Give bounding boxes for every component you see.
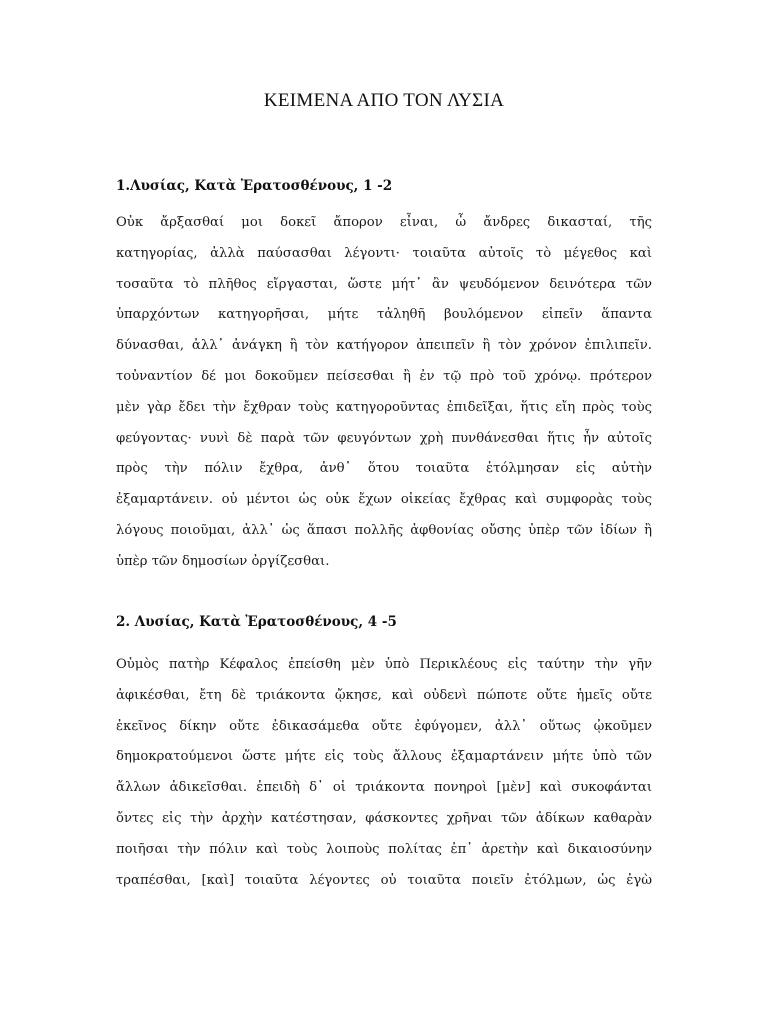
text-line: Οὑμὸς πατὴρ Κέφαλος ἐπείσθη μὲν ὑπὸ Περικλέους εἰς ταύτην τὴν γῆν <box>116 657 652 672</box>
text-line: τοσαῦτα τὸ πλῆθος εἴργασται, ὥστε μήτ᾽ ἂν ψευδόμενον δεινότερα τῶν <box>116 276 652 292</box>
text-line: κατηγορίας, ἀλλὰ παύσασθαι λέγοντι· τοιαῦτα αὐτοῖς τὸ μέγεθος καὶ <box>116 245 652 261</box>
text-line: μὲν γὰρ ἔδει τὴν ἔχθραν τοὺς κατηγοροῦντας ἐπιδεῖξαι, ἥτις εἴη πρὸς τοὺς <box>116 399 652 415</box>
text-line: ὑπαρχόντων κατηγορῆσαι, μήτε τἀληθῆ βουλόμενον εἰπεῖν ἅπαντα <box>116 307 652 323</box>
section-heading-2: 2. Λυσίας, Κατὰ Ἐρατοσθένους, 4 -5 <box>116 614 397 630</box>
text-line: φεύγοντας· νυνὶ δὲ παρὰ τῶν φευγόντων χρὴ πυνθάνεσθαι ἥτις ἦν αὐτοῖς <box>116 430 652 446</box>
section-1-paragraph <box>116 208 652 578</box>
text-line: ἀφικέσθαι, ἔτη δὲ τριάκοντα ᾤκησε, καὶ οὐδενὶ πώποτε οὔτε ἡμεῖς οὔτε <box>116 687 652 703</box>
text-line: δημοκρατούμενοι ὥστε μήτε εἰς τοὺς ἄλλους ἐξαμαρτάνειν μήτε ὑπὸ τῶν <box>116 749 652 765</box>
text-line: ἐκεῖνος δίκην οὔτε ἐδικασάμεθα οὔτε ἐφύγομεν, ἀλλ᾽ οὕτως ᾠκοῦμεν <box>116 718 652 734</box>
text-line: ποιῆσαι τὴν πόλιν καὶ τοὺς λοιποὺς πολίτας ἐπ᾽ ἀρετὴν καὶ δικαιοσύνην <box>116 841 652 857</box>
section-heading-1: 1.Λυσίας, Κατὰ Ἐρατοσθένους, 1 -2 <box>116 178 393 194</box>
text-line: τραπέσθαι, [καὶ] τοιαῦτα λέγοντες οὐ τοιαῦτα ποιεῖν ἐτόλμων, ὡς ἐγὼ <box>116 872 652 888</box>
text-line: δύνασθαι, ἀλλ᾽ ἀνάγκη ἢ τὸν κατήγορον ἀπειπεῖν ἢ τὸν χρόνον ἐπιλιπεῖν. <box>116 338 652 354</box>
text-line: ἄλλων ἀδικεῖσθαι. ἐπειδὴ δ᾽ οἱ τριάκοντα πονηροὶ [μὲν] καὶ συκοφάνται <box>116 780 652 796</box>
text-line: λόγους ποιοῦμαι, ἀλλ᾽ ὡς ἅπασι πολλῆς ἀφθονίας οὔσης ὑπὲρ τῶν ἰδίων ἢ <box>116 522 652 538</box>
text-line: Οὐκ ἄρξασθαί μοι δοκεῖ ἄπορον εἶναι, ὦ ἄνδρες δικασταί, τῆς <box>116 215 652 230</box>
document-title: ΚΕΙΜΕΝΑ ΑΠΟ ΤΟΝ ΛΥΣΙΑ <box>263 90 505 111</box>
text-line: πρὸς τὴν πόλιν ἔχθρα, ἀνθ᾽ ὅτου τοιαῦτα ἐτόλμησαν εἰς αὐτὴν <box>116 461 652 477</box>
text-line: τοὐναντίον δέ μοι δοκοῦμεν πείσεσθαι ἢ ἐν τῷ πρὸ τοῦ χρόνῳ. πρότερον <box>116 368 652 384</box>
text-line: ἐξαμαρτάνειν. οὐ μέντοι ὡς οὐκ ἔχων οἰκείας ἔχθρας καὶ συμφορὰς τοὺς <box>116 492 652 508</box>
text-line: ὄντες εἰς τὴν ἀρχὴν κατέστησαν, φάσκοντες χρῆναι τῶν ἀδίκων καθαρὰν <box>116 810 652 826</box>
section-2-paragraph <box>116 650 652 896</box>
text-line: ὑπὲρ τῶν δημοσίων ὀργίζεσθαι. <box>116 553 330 569</box>
